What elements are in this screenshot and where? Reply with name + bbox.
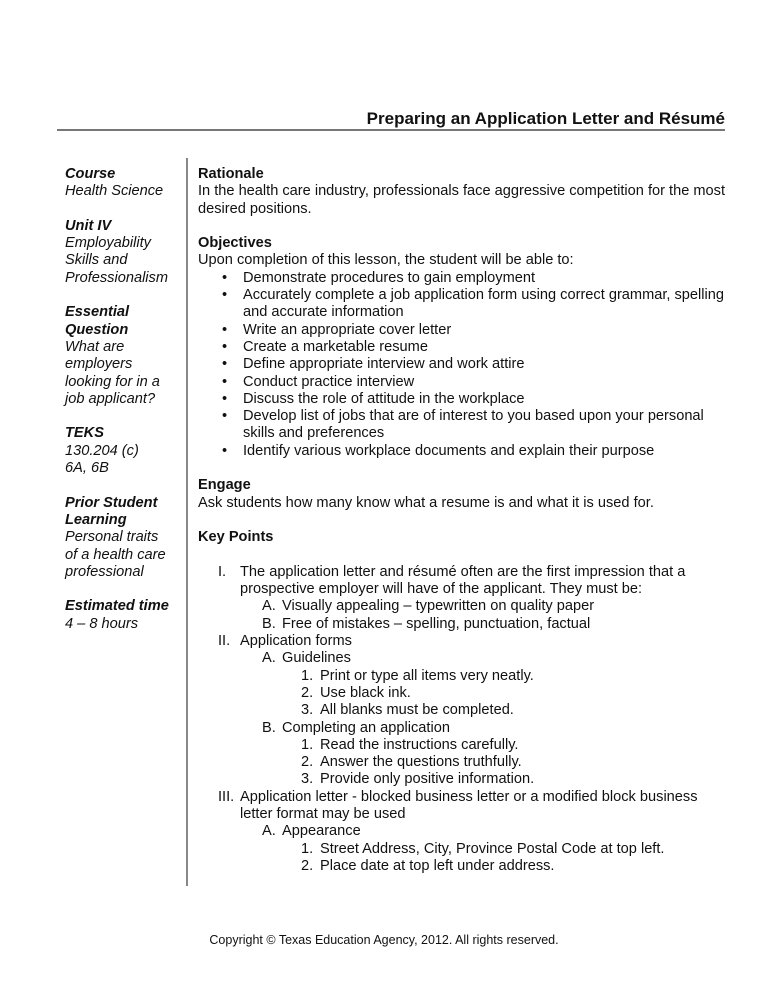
sidebar-value-line: 4 – 8 hours [65, 615, 139, 632]
key-point-item [198, 633, 728, 650]
sidebar-value [65, 616, 183, 633]
sidebar-label: TEKS [65, 425, 104, 442]
sidebar-label: Essential [65, 304, 130, 321]
key-point-text: Use black ink. [320, 684, 411, 701]
key-point-item [198, 737, 728, 754]
key-point-label: A. [262, 598, 276, 615]
sidebar-value-line: What are [65, 338, 125, 355]
objectives-section [198, 235, 728, 460]
objective-item: • Develop list of jobs that are of interest to you based upon your personal skills and preferences [198, 408, 728, 443]
key-point-label: 2. [301, 754, 314, 771]
rationale-heading: Rationale [198, 166, 264, 182]
key-point-text: Completing an application [282, 719, 450, 736]
sidebar-value-line: 6A, 6B [65, 460, 109, 477]
title-rule [57, 129, 725, 131]
key-point-label: B. [262, 615, 276, 632]
key-point-item [198, 668, 728, 685]
objectives-list [198, 270, 728, 460]
sidebar-value-line: looking for in a [65, 373, 160, 390]
sidebar-value-line: Personal traits [65, 529, 159, 546]
sidebar-value-line: Skills and [65, 252, 128, 269]
sidebar-value-line: professional [65, 563, 144, 580]
key-point-label: II. [218, 633, 231, 650]
key-point-item [198, 858, 728, 875]
objective-item: • Demonstrate procedures to gain employment [198, 270, 728, 287]
key-points-heading: Key Points [198, 529, 274, 546]
key-point-text: Free of mistakes – spelling, punctuation, factual [282, 615, 591, 632]
sidebar-value-line: employers [65, 356, 133, 373]
key-point-text: Application forms [240, 633, 352, 650]
key-point-item [198, 841, 728, 858]
key-point-item [198, 823, 728, 840]
key-points-list [198, 564, 728, 875]
sidebar-value-line: Health Science [65, 183, 164, 200]
key-point-label: III. [218, 788, 235, 805]
copyright-footer: Copyright © Texas Education Agency, 2012. All rights reserved. [209, 933, 559, 947]
key-point-label: 1. [301, 667, 314, 684]
key-point-label: I. [218, 563, 227, 580]
sidebar-value-line: job applicant? [65, 390, 156, 407]
key-point-text: Print or type all items very neatly. [320, 667, 534, 684]
key-point-text: All blanks must be completed. [320, 702, 514, 719]
page-title: Preparing an Application Letter and Résumé [366, 109, 725, 128]
rationale-text: In the health care industry, professionals face aggressive competition for the most desired positions. [198, 183, 725, 217]
column-divider [186, 158, 188, 886]
sidebar-label: Question [65, 321, 129, 338]
sidebar-value [65, 235, 183, 287]
engage-section [198, 477, 728, 512]
rationale-section [198, 166, 728, 218]
sidebar-value [65, 339, 183, 408]
engage-heading: Engage [198, 477, 251, 494]
key-point-label: A. [262, 823, 276, 840]
key-point-item [198, 789, 728, 824]
sidebar-value-line: 130.204 (c) [65, 442, 139, 459]
sidebar-label: Estimated time [65, 598, 169, 615]
sidebar-value-line: Professionalism [65, 269, 169, 286]
key-point-item [198, 754, 728, 771]
key-point-label: 2. [301, 857, 314, 874]
key-point-item [198, 771, 728, 788]
key-point-label: 3. [301, 702, 314, 719]
key-point-item [198, 720, 728, 737]
objective-item: • Create a marketable resume [198, 339, 728, 356]
objective-item: • Define appropriate interview and work attire [198, 356, 728, 373]
key-point-text: Application letter - blocked business letter or a modified block business letter format may be used [240, 788, 698, 822]
sidebar-value [65, 443, 183, 478]
objective-item: • Write an appropriate cover letter [198, 322, 728, 339]
key-point-text: Answer the questions truthfully. [320, 754, 522, 771]
sidebar-label: Learning [65, 511, 127, 528]
key-point-item [198, 564, 728, 599]
main-content [198, 166, 728, 875]
sidebar-label: Course [65, 166, 116, 182]
objectives-intro: Upon completion of this lesson, the student will be able to: [198, 252, 574, 269]
key-point-label: A. [262, 650, 276, 667]
objective-item: • Discuss the role of attitude in the workplace [198, 391, 728, 408]
sidebar-value [65, 183, 183, 200]
key-point-text: Guidelines [282, 650, 351, 667]
sidebar-label: Prior Student [65, 494, 158, 511]
key-point-label: 2. [301, 684, 314, 701]
key-point-label: 3. [301, 771, 314, 788]
objective-item: • Accurately complete a job application form using correct grammar, spelling and accurate information [198, 287, 728, 322]
key-point-text: Provide only positive information. [320, 771, 535, 788]
objectives-heading: Objectives [198, 235, 272, 252]
engage-text: Ask students how many know what a resume is and what it is used for. [198, 494, 654, 511]
key-point-item [198, 598, 728, 615]
key-point-label: B. [262, 719, 276, 736]
key-point-item [198, 702, 728, 719]
key-point-text: Appearance [282, 823, 361, 840]
key-point-item [198, 616, 728, 633]
objective-item: • Identify various workplace documents and explain their purpose [198, 443, 728, 460]
sidebar-label: Unit IV [65, 217, 112, 234]
key-points-section [198, 529, 728, 875]
key-point-label: 1. [301, 840, 314, 857]
sidebar-value-line: Employability [65, 235, 151, 252]
key-point-text: Place date at top left under address. [320, 857, 555, 874]
key-point-text: Read the instructions carefully. [320, 736, 519, 753]
key-point-item [198, 685, 728, 702]
key-point-text: The application letter and résumé often are the first impression that a prospective employer will have of the applicant. They must be: [240, 563, 686, 598]
objective-item: • Conduct practice interview [198, 374, 728, 391]
sidebar-value-line: of a health care [65, 546, 166, 563]
sidebar-value [65, 529, 183, 581]
sidebar [65, 166, 183, 650]
key-point-text: Street Address, City, Province Postal Code at top left. [320, 840, 665, 857]
key-point-item [198, 650, 728, 667]
key-point-text: Visually appealing – typewritten on quality paper [282, 598, 595, 615]
key-point-label: 1. [301, 736, 314, 753]
